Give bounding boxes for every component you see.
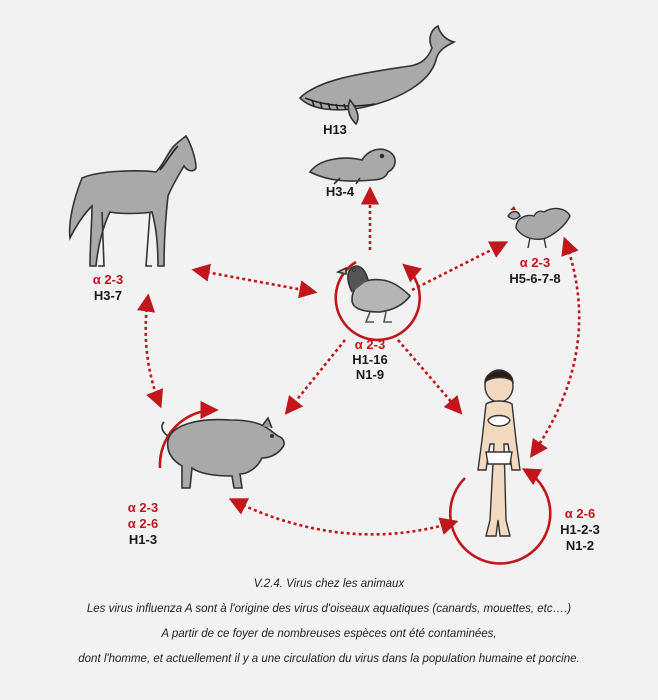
caption-line-2: A partir de ce foyer de nombreuses espèces ont été contaminées,	[161, 628, 497, 640]
caption-line-1: Les virus influenza A sont à l'origine des virus d'oiseaux aquatiques (canards, mouettes, etc….)	[86, 603, 572, 615]
duck-n-label: N1-9	[355, 367, 385, 382]
duck-h-label: H1-16	[352, 352, 388, 367]
horse-h-label: H3-7	[93, 288, 123, 303]
chicken-h-label: H5-6-7-8	[509, 271, 561, 286]
whale-icon	[300, 26, 454, 124]
human-n-label: N1-2	[565, 538, 595, 553]
human-icon	[478, 370, 520, 536]
chicken-icon	[508, 206, 570, 248]
arrow-horse-duck	[195, 270, 314, 292]
pig-receptor1-label: α 2-3	[127, 500, 159, 515]
pig-h-label: H1-3	[128, 532, 158, 547]
caption-line-3: dont l'homme, et actuellement il y a une circulation du virus dans la population humaine et porcine.	[78, 653, 580, 665]
whale-h-label: H13	[323, 122, 347, 137]
duck-receptor-label: α 2-3	[354, 337, 386, 352]
pig-receptor2-label: α 2-6	[127, 516, 159, 531]
chicken-receptor-label: α 2-3	[519, 255, 551, 270]
human-receptor-label: α 2-6	[564, 506, 596, 521]
arrow-duck-human	[398, 340, 460, 412]
horse-icon	[70, 136, 196, 266]
caption-title: V.2.4. Virus chez les animaux	[253, 578, 405, 590]
arrow-pig-human	[232, 500, 455, 534]
horse-receptor-label: α 2-3	[92, 272, 124, 287]
duck-icon	[338, 266, 410, 322]
arrow-duck-pig	[287, 340, 345, 412]
seal-icon	[310, 149, 395, 184]
human-h-label: H1-2-3	[560, 522, 600, 537]
arrow-duck-chicken	[412, 243, 505, 290]
pig-icon	[162, 418, 284, 488]
seal-h-label: H3-4	[325, 184, 355, 199]
arrow-horse-pig	[146, 297, 160, 405]
